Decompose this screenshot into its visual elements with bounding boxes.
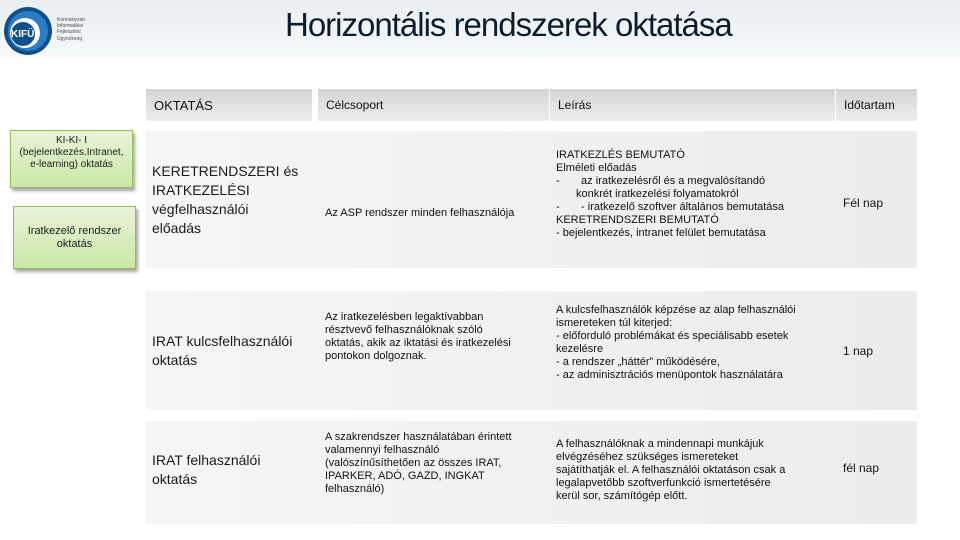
side-box-ki-ki: KI-KI- I (bejelentkezés.Intranet, e-learning) oktatás	[10, 130, 133, 188]
row1-oktatas: KERETRENDSZERI és IRATKEZELÉSI végfelhasználói előadás	[152, 163, 299, 236]
side-box-iratkezelo: Iratkezelő rendszer oktatás	[13, 206, 136, 269]
row1-leiras: IRATKEZLÉS BEMUTATÓ Elméleti előadás - az iratkezelésről és a megvalósítandó konkrét iratkezelési folyamatokról - - iratkezelő szoftver általános bemutatása KERETRENDSZERI BEMUTATÓ - bejelentkezés, intranet felület bemutatása	[556, 149, 785, 239]
row1-idotartam: Fél nap	[843, 196, 884, 210]
row1-celcsoport: Az ASP rendszer minden felhasználója	[325, 207, 515, 219]
row3-idotartam: fél nap	[843, 461, 880, 475]
column-header-oktatas: OKTATÁS	[146, 89, 312, 121]
logo-word: KIFÜ	[11, 29, 35, 40]
page-title: Horizontális rendszerek oktatása	[285, 6, 732, 43]
kifu-logo	[3, 4, 115, 58]
column-header-leiras: Leírás	[550, 89, 835, 121]
row2-idotartam: 1 nap	[843, 344, 874, 358]
row3-leiras: A felhasználóknak a mindennapi munkájuk elvégzéséhez szükséges ismereteket sajátíthatják el. A felhasználói oktatáson csak a legalapvetőbb szoftverfunkció ismertetésére kerül sor, számítógép előtt.	[556, 438, 786, 502]
row3-oktatas: IRAT felhasználói oktatás	[152, 452, 261, 487]
row2-oktatas: IRAT kulcsfelhasználói oktatás	[152, 333, 293, 368]
row3-celcsoport: A szakrendszer használatában érintett valamennyi felhasználó (valószínűsíthetően az összes IRAT, IPARKER, ADÓ, GAZD, INGKAT felhasználó)	[325, 431, 512, 495]
logo-caption: Kormányzati Informatikai Fejlesztési Ügynökség	[57, 17, 85, 42]
row2-celcsoport: Az iratkezelésben legaktívabban résztvevő felhasználóknak szóló oktatás, akik az iktatási és iratkezelési pontokon dolgoznak.	[325, 311, 511, 362]
kifu-logo-icon	[3, 4, 63, 58]
column-header-celcsoport: Célcsoport	[318, 89, 549, 121]
row2-leiras: A kulcsfelhasználók képzése az alap felhasználói ismereteken túl kiterjed: - előforduló problémákat és speciálisabb esetek kezelésre - a rendszer „háttér” működésére, - az adminisztrációs menüpontok használatára	[556, 304, 796, 381]
column-header-idotartam: Időtartam	[836, 89, 917, 121]
